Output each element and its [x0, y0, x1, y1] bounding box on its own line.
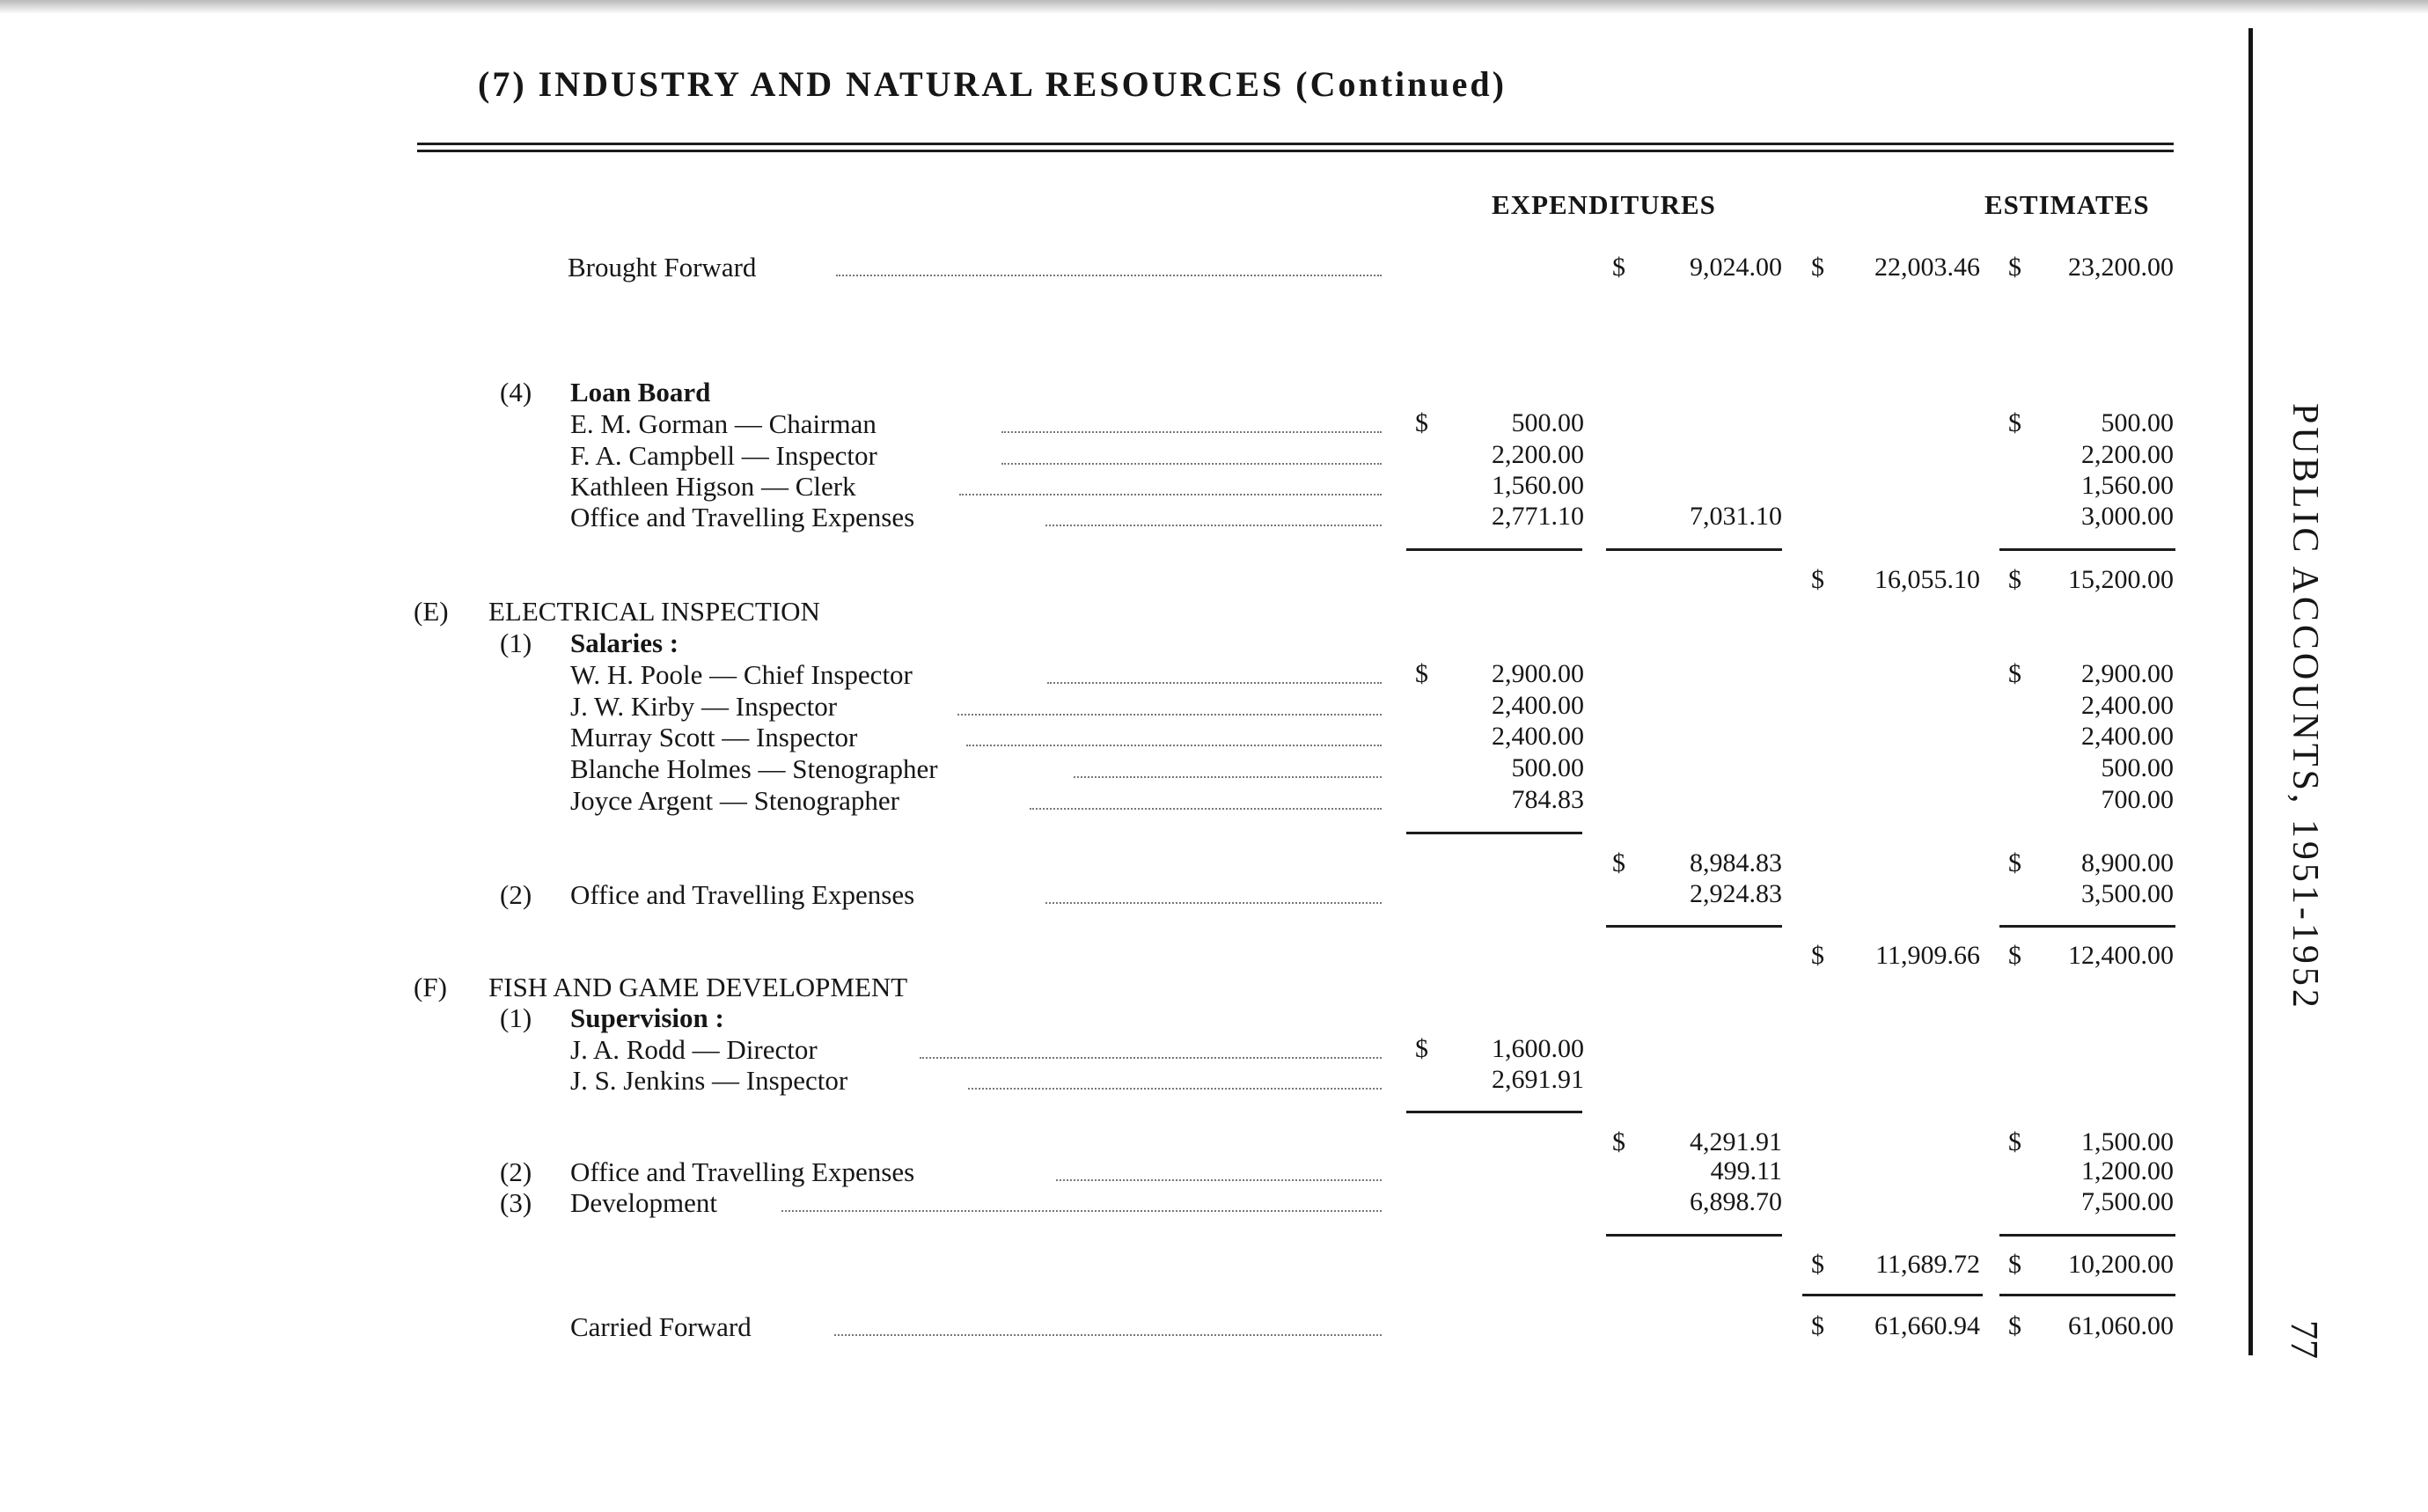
electrical-office-number: (2): [500, 879, 532, 910]
electrical-item-est: 2,400.00: [2081, 691, 2174, 720]
dollar-sign: $: [1612, 253, 1625, 282]
loan-board-item-label: F. A. Campbell — Inspector: [570, 440, 877, 471]
electrical-item-exp1: 2,400.00: [1492, 691, 1584, 720]
loan-board-item-exp1: 500.00: [1511, 408, 1584, 437]
dollar-sign: $: [1415, 1034, 1428, 1063]
brought-forward-exp2: 9,024.00: [1690, 253, 1782, 282]
brought-forward-exp3: 22,003.46: [1874, 253, 1980, 282]
subtotal-rule: [1606, 1234, 1782, 1237]
supervision-title: Supervision :: [570, 1002, 724, 1033]
loan-board-item-exp1: 1,560.00: [1492, 471, 1584, 500]
development-number: (3): [500, 1187, 532, 1218]
electrical-item-label: W. H. Poole — Chief Inspector: [570, 659, 913, 690]
leader-dots: [1045, 525, 1382, 526]
dollar-sign: $: [1811, 1311, 1824, 1340]
running-title: PUBLIC ACCOUNTS, 1951-1952: [2285, 403, 2325, 1011]
leader-dots: [1074, 776, 1382, 778]
electrical-item-est: 2,900.00: [2081, 659, 2174, 688]
brought-forward-est: 23,200.00: [2068, 253, 2174, 282]
carried-forward-exp3: 61,660.94: [1874, 1311, 1980, 1340]
electrical-item-exp1: 500.00: [1511, 753, 1584, 782]
dollar-sign: $: [1811, 253, 1824, 282]
fish-game-office-label: Office and Travelling Expenses: [570, 1156, 915, 1187]
dollar-sign: $: [2008, 408, 2021, 437]
dollar-sign: $: [2008, 1311, 2021, 1340]
leader-dots: [968, 1088, 1382, 1090]
leader-dots: [834, 1334, 1382, 1336]
subtotal-rule: [1999, 548, 2175, 551]
salaries-subtotal-exp2: 8,984.83: [1690, 848, 1782, 877]
loan-board-item-exp1: 2,200.00: [1492, 440, 1584, 469]
fish-game-office-est: 1,200.00: [2081, 1156, 2174, 1185]
leader-dots: [1045, 902, 1382, 904]
dollar-sign: $: [1612, 1127, 1625, 1156]
fish-game-item-exp1: 2,691.91: [1492, 1065, 1584, 1094]
subtotal-rule: [1999, 1234, 2175, 1237]
loan-board-item-est: 1,560.00: [2081, 471, 2174, 500]
electrical-item-est: 700.00: [2101, 785, 2174, 814]
carried-forward-label: Carried Forward: [570, 1311, 752, 1342]
fish-game-item-label: J. S. Jenkins — Inspector: [570, 1065, 848, 1096]
loan-board-item-label: E. M. Gorman — Chairman: [570, 408, 877, 439]
salaries-title: Salaries :: [570, 628, 679, 658]
fish-game-item-exp1: 1,600.00: [1492, 1034, 1584, 1063]
dollar-sign: $: [1811, 565, 1824, 594]
salaries-number: (1): [500, 628, 532, 658]
fish-game-letter: (F): [414, 972, 447, 1002]
header-rule-top: [417, 143, 2174, 145]
total-rule: [1802, 1294, 1983, 1296]
dollar-sign: $: [2008, 659, 2021, 688]
loan-board-number: (4): [500, 377, 532, 407]
loan-board-item-exp2: 7,031.10: [1690, 502, 1782, 531]
salaries-subtotal-est: 8,900.00: [2081, 848, 2174, 877]
loan-board-item-label: Office and Travelling Expenses: [570, 502, 915, 532]
fish-game-title: FISH AND GAME DEVELOPMENT: [488, 972, 908, 1002]
dollar-sign: $: [1415, 408, 1428, 437]
dollar-sign: $: [1612, 848, 1625, 877]
development-exp2: 6,898.70: [1690, 1187, 1782, 1216]
electrical-item-est: 2,400.00: [2081, 722, 2174, 751]
page-number: 77: [2283, 1320, 2326, 1359]
fish-game-office-exp2: 499.11: [1710, 1156, 1782, 1185]
subtotal-rule: [1406, 548, 1582, 551]
electrical-letter: (E): [414, 596, 449, 627]
loan-board-item-est: 500.00: [2101, 408, 2174, 437]
margin-rule: [2248, 28, 2253, 1355]
total-rule: [1999, 1294, 2175, 1296]
loan-board-item-label: Kathleen Higson — Clerk: [570, 471, 856, 502]
fish-game-total-exp3: 11,689.72: [1875, 1250, 1980, 1279]
supervision-subtotal-exp2: 4,291.91: [1690, 1127, 1782, 1156]
supervision-number: (1): [500, 1002, 532, 1033]
electrical-item-label: Murray Scott — Inspector: [570, 722, 858, 752]
leader-dots: [1030, 808, 1382, 810]
dollar-sign: $: [2008, 1250, 2021, 1279]
leader-dots: [957, 714, 1382, 716]
electrical-item-exp1: 2,400.00: [1492, 722, 1584, 751]
dollar-sign: $: [2008, 848, 2021, 877]
brought-forward-label: Brought Forward: [568, 252, 757, 283]
supervision-subtotal-est: 1,500.00: [2081, 1127, 2174, 1156]
subtotal-rule: [1606, 925, 1782, 928]
subtotal-rule: [1606, 548, 1782, 551]
header-rule-bottom: [417, 150, 2174, 152]
leader-dots: [1001, 463, 1382, 465]
loan-board-item-exp1: 2,771.10: [1492, 502, 1584, 531]
leader-dots: [959, 494, 1382, 495]
subtotal-rule: [1406, 832, 1582, 834]
electrical-item-label: Joyce Argent — Stenographer: [570, 785, 899, 816]
electrical-item-label: J. W. Kirby — Inspector: [570, 691, 838, 722]
leader-dots: [1047, 682, 1382, 684]
development-est: 7,500.00: [2081, 1187, 2174, 1216]
electrical-item-est: 500.00: [2101, 753, 2174, 782]
dollar-sign: $: [2008, 565, 2021, 594]
leader-dots: [1001, 431, 1382, 433]
fish-game-total-est: 10,200.00: [2068, 1250, 2174, 1279]
dollar-sign: $: [1811, 1250, 1824, 1279]
development-label: Development: [570, 1187, 718, 1218]
loan-board-total-est: 15,200.00: [2068, 565, 2174, 594]
electrical-item-exp1: 2,900.00: [1492, 659, 1584, 688]
dollar-sign: $: [2008, 1127, 2021, 1156]
electrical-total-exp3: 11,909.66: [1875, 941, 1980, 970]
dollar-sign: $: [1811, 941, 1824, 970]
carried-forward-est: 61,060.00: [2068, 1311, 2174, 1340]
electrical-item-label: Blanche Holmes — Stenographer: [570, 753, 938, 784]
dollar-sign: $: [2008, 253, 2021, 282]
column-header-estimates: ESTIMATES: [1984, 189, 2150, 220]
fish-game-item-label: J. A. Rodd — Director: [570, 1034, 818, 1065]
electrical-title: ELECTRICAL INSPECTION: [488, 596, 820, 627]
fish-game-office-number: (2): [500, 1156, 532, 1187]
subtotal-rule: [1999, 925, 2175, 928]
page-title: (7) INDUSTRY AND NATURAL RESOURCES (Continued): [478, 64, 1507, 104]
loan-board-total-exp3: 16,055.10: [1874, 565, 1980, 594]
electrical-item-exp1: 784.83: [1511, 785, 1584, 814]
leader-dots: [836, 275, 1382, 276]
loan-board-title: Loan Board: [570, 377, 711, 407]
electrical-office-exp2: 2,924.83: [1690, 879, 1782, 908]
electrical-office-est: 3,500.00: [2081, 879, 2174, 908]
leader-dots: [966, 745, 1382, 746]
dollar-sign: $: [1415, 659, 1428, 688]
loan-board-item-est: 2,200.00: [2081, 440, 2174, 469]
column-header-expenditures: EXPENDITURES: [1492, 189, 1716, 220]
electrical-office-label: Office and Travelling Expenses: [570, 879, 915, 910]
subtotal-rule: [1406, 1111, 1582, 1113]
loan-board-item-est: 3,000.00: [2081, 502, 2174, 531]
leader-dots: [781, 1210, 1382, 1212]
dollar-sign: $: [2008, 941, 2021, 970]
electrical-total-est: 12,400.00: [2068, 941, 2174, 970]
scan-edge-shadow: [0, 0, 2428, 14]
leader-dots: [1056, 1179, 1382, 1181]
leader-dots: [920, 1057, 1382, 1059]
